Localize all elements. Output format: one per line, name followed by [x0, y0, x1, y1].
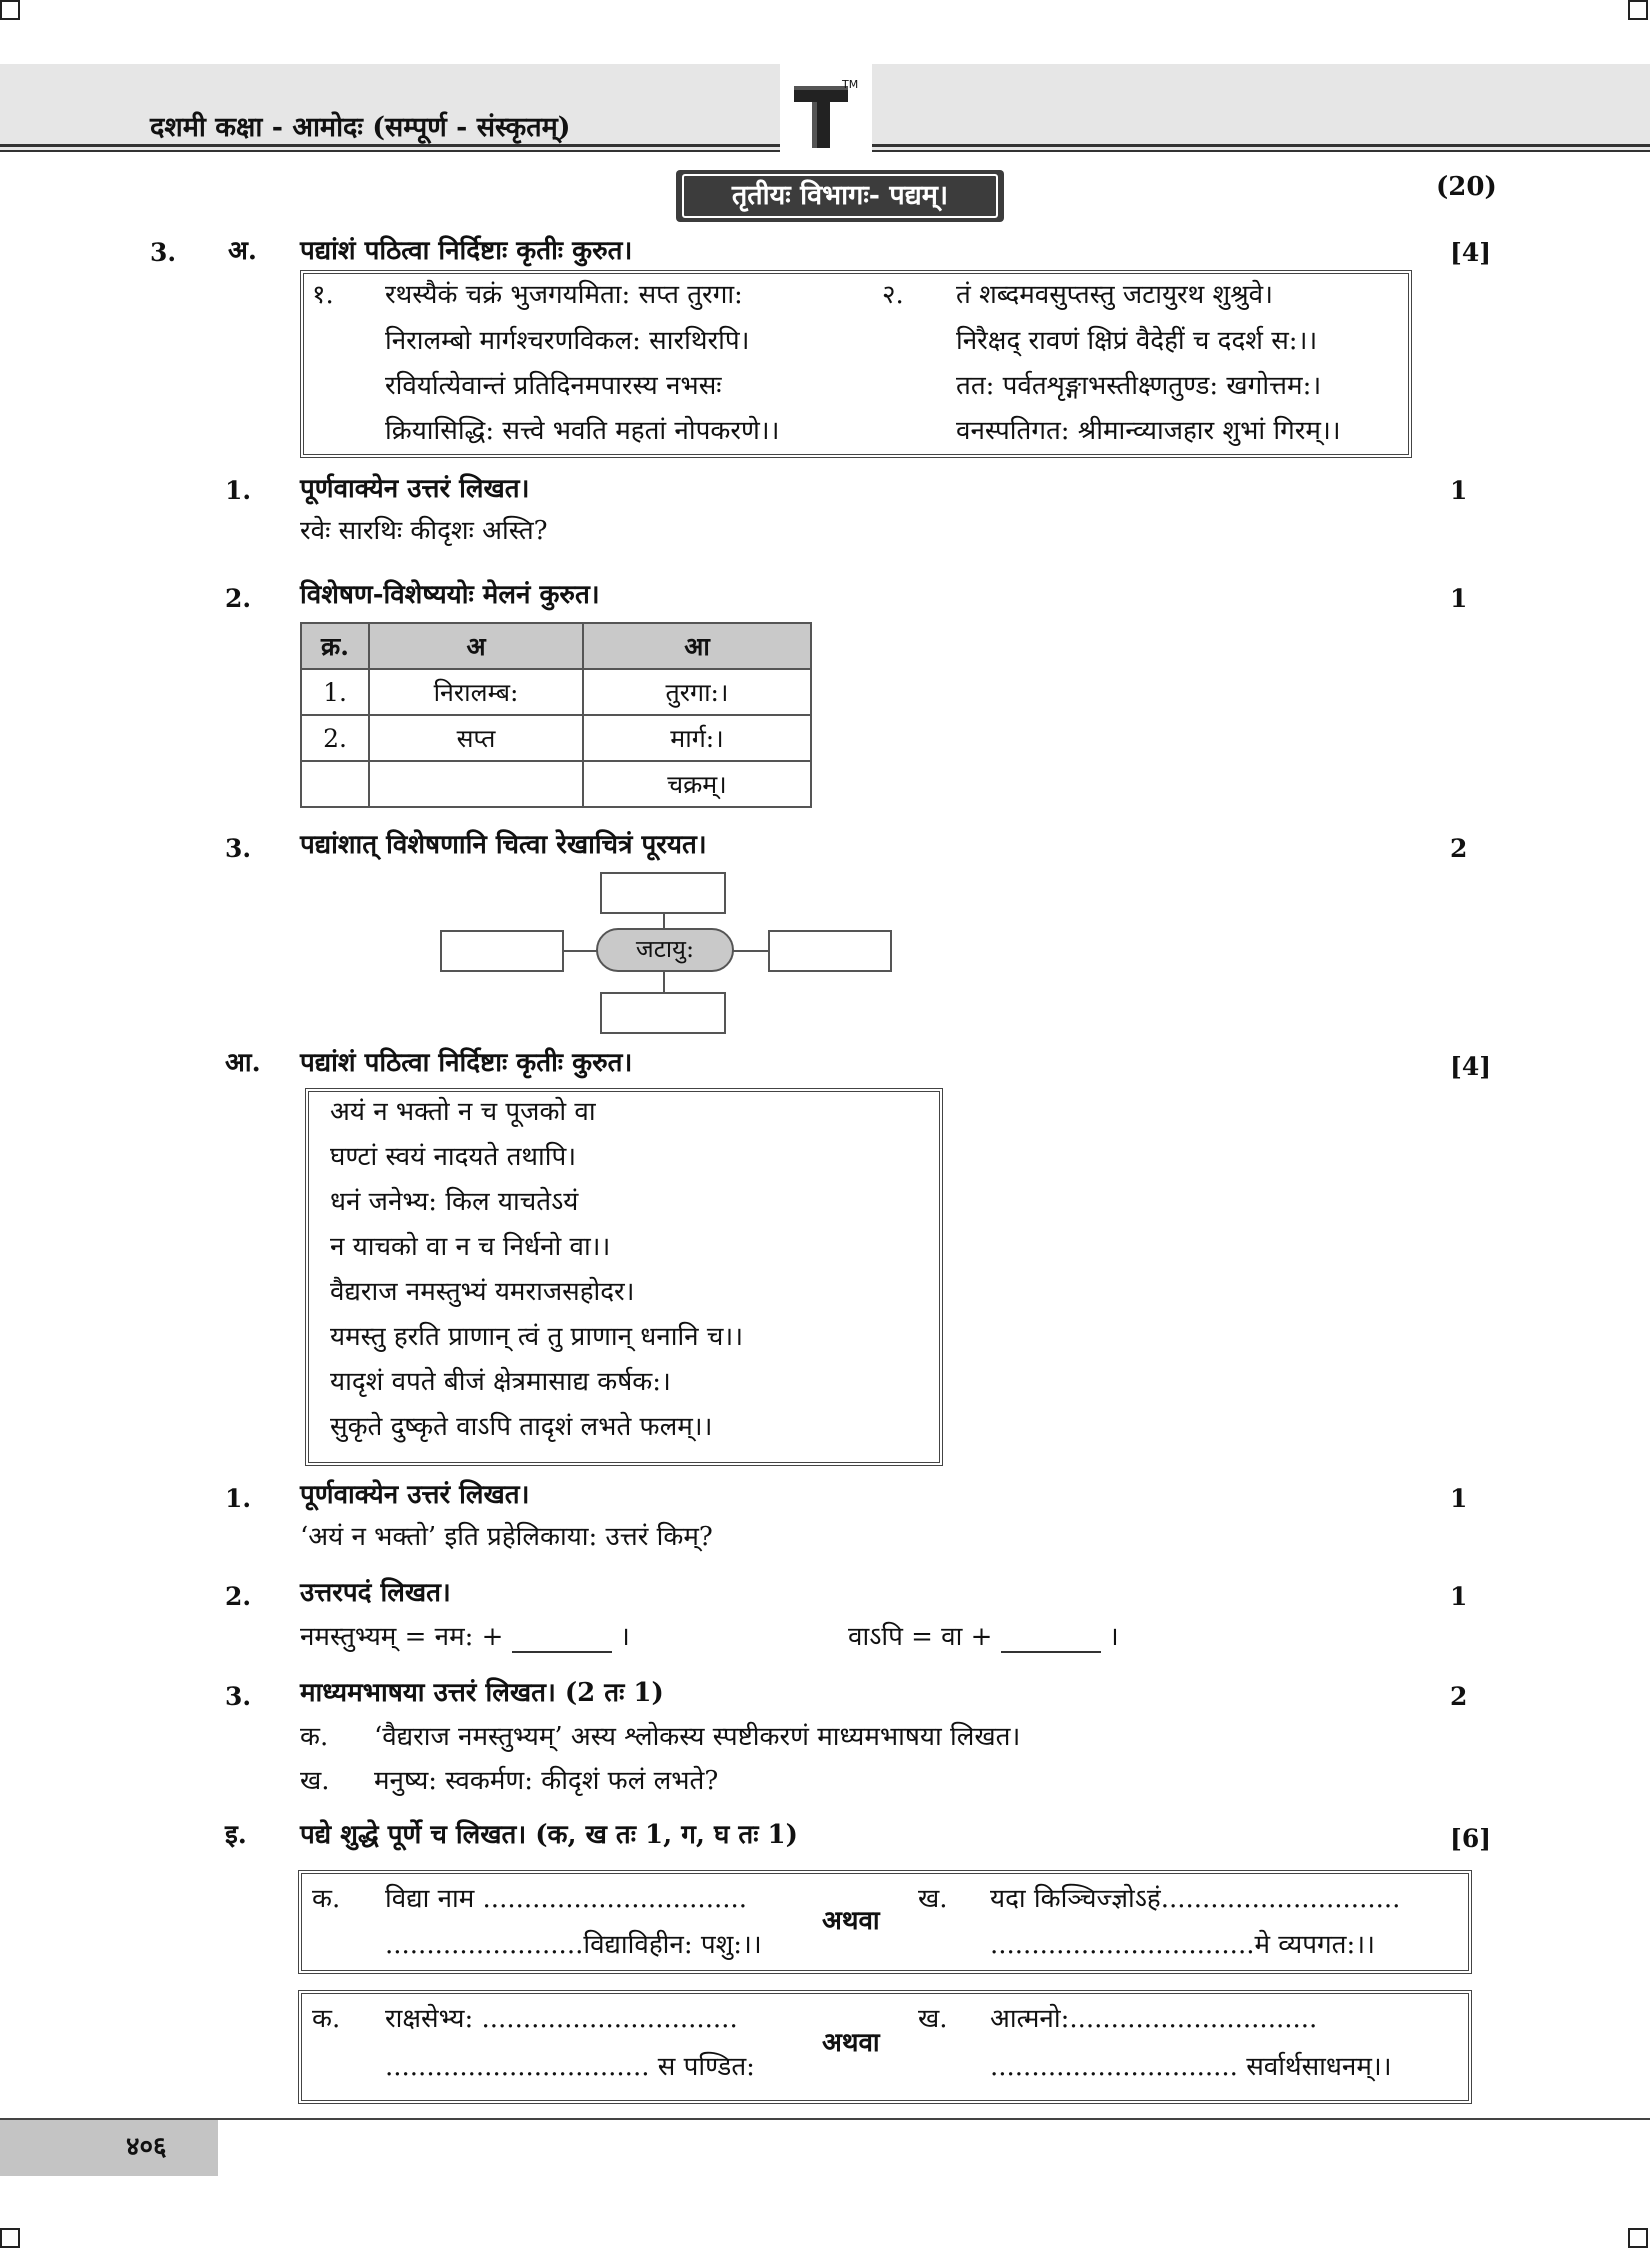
question-number: 2. [225, 1582, 252, 1611]
verse-line: आत्मनो:.............................. [990, 2004, 1318, 2034]
question-number: 1. [225, 476, 252, 505]
verse-line: तत: पर्वतशृङ्गाभस्तीक्ष्णतुण्ड: खगोत्तम:। [956, 371, 1322, 401]
footer-rule [0, 2118, 1650, 2120]
marks: 1 [1450, 1582, 1468, 1611]
verse-line: वैद्यराज नमस्तुभ्यं यमराजसहोदर। [330, 1277, 635, 1307]
question-sub-text: रवेः सारथिः कीदृशः अस्ति? [300, 516, 548, 546]
crop-mark [1628, 2228, 1648, 2248]
table-cell [369, 761, 583, 807]
sub-question-letter: आ. [225, 1048, 261, 1078]
fill-in-prompt: नमस्तुभ्यम् = नम: + [300, 1622, 504, 1652]
fill-in-prompt: वाऽपि = वा + [848, 1622, 993, 1652]
verse-line: ................................मे व्यपगत:।। [990, 1930, 1375, 1960]
verse-line: क्रियासिद्धि: सत्त्वे भवति महतां नोपकरणे।। [385, 416, 780, 446]
crop-mark [1628, 0, 1648, 20]
question-text: उत्तरपदं लिखत। [300, 1578, 451, 1608]
table-header: आ [583, 623, 811, 669]
table-cell: निरालम्ब: [369, 669, 583, 715]
table-cell: 2. [301, 715, 369, 761]
option-letter: क. [312, 1884, 341, 1914]
or-label: अथवा [822, 1906, 880, 1936]
option-letter: क. [300, 1722, 329, 1752]
question-text: पूर्णवाक्येन उत्तरं लिखत। [300, 1480, 530, 1510]
table-row [301, 669, 811, 715]
verse-line: वनस्पतिगत: श्रीमान्व्याजहार शुभां गिरम्।। [956, 416, 1341, 446]
question-text: विशेषण-विशेष्ययोः मेलनं कुरुत। [300, 580, 600, 610]
verse-line: रविर्यात्येवान्तं प्रतिदिनमपारस्य नभसः [385, 371, 722, 401]
crop-mark [0, 0, 20, 20]
verse-line: विद्या नाम ................................ [385, 1884, 748, 1914]
verse-line: सुकृते दुष्कृते वाऽपि तादृशं लभते फलम्।। [330, 1412, 713, 1442]
marks: [4] [1450, 1052, 1492, 1081]
verse-number: २. [882, 280, 904, 310]
table-header: क्र. [301, 623, 369, 669]
question-text: माध्यमभाषया उत्तरं लिखत। (2 तः 1) [300, 1678, 664, 1708]
verse-number: १. [312, 280, 334, 310]
fill-in-end: । [1108, 1622, 1119, 1652]
fill-in-row [300, 1622, 630, 1653]
verse-line: धनं जनेभ्य: किल याचतेऽयं [330, 1187, 579, 1217]
table-header: अ [369, 623, 583, 669]
verse-line: घण्टां स्वयं नादयते तथापि। [330, 1142, 577, 1172]
marks: 1 [1450, 584, 1468, 613]
verse-line: ........................विद्याविहीन: पशु:।। [385, 1930, 762, 1960]
question-number: 3. [225, 834, 252, 863]
table-cell: चक्रम्। [583, 761, 811, 807]
section-marks: (20) [1436, 172, 1497, 202]
fill-in-end: । [620, 1622, 630, 1652]
web-blank-left [440, 930, 564, 972]
header-title: दशमी कक्षा - आमोदः (सम्पूर्ण - संस्कृतम्) [150, 112, 571, 143]
page-number: ४०६ [126, 2132, 167, 2162]
or-label: अथवा [822, 2028, 880, 2058]
web-blank-top [600, 872, 726, 914]
fill-in-row [848, 1622, 1119, 1653]
header-rule [872, 144, 1650, 147]
verse-line: रथस्यैकं चक्रं भुजगयमिता: सप्त तुरगा: [385, 280, 743, 310]
verse-line: .............................. सर्वार्थसाधनम्।। [990, 2052, 1392, 2082]
web-blank-bottom [600, 992, 726, 1034]
verse-line: न याचको वा न च निर्धनो वा।। [330, 1232, 611, 1262]
marks: 1 [1450, 476, 1468, 505]
trademark-mark: TM [842, 78, 859, 91]
option-letter: ख. [918, 1884, 948, 1914]
web-blank-right [768, 930, 892, 972]
section-title: तृतीयः विभागः- पद्यम्। [731, 180, 949, 211]
question-number: 1. [225, 1484, 252, 1513]
crop-mark [0, 2228, 20, 2248]
table-row [301, 715, 811, 761]
sub-question-letter: अ. [228, 236, 257, 266]
verse-line: राक्षसेभ्य: ............................... [385, 2004, 738, 2034]
verse-line: यादृशं वपते बीजं क्षेत्रमासाद्य कर्षक:। [330, 1367, 671, 1397]
question-number: 3. [225, 1682, 252, 1711]
instruction-text: पद्ये शुद्धे पूर्णे च लिखत। (क, ख तः 1, ग, घ तः 1) [300, 1820, 798, 1850]
verse-line: निरालम्बो मार्गश्चरणविकल: सारथिरपि। [385, 326, 750, 356]
page-number-tab [0, 2120, 218, 2176]
table-cell: तुरगा:। [583, 669, 811, 715]
publisher-logo [790, 82, 860, 152]
question-text: पूर्णवाक्येन उत्तरं लिखत। [300, 474, 530, 504]
question-number: 3. [150, 238, 177, 267]
question-number: 2. [225, 584, 252, 613]
table-cell [301, 761, 369, 807]
section-title-frame [676, 170, 1004, 222]
option-text: मनुष्य: स्वकर्मण: कीदृशं फलं लभते? [374, 1766, 719, 1796]
instruction-text: पद्यांशं पठित्वा निर्दिष्टाः कृतीः कुरुत। [300, 1048, 633, 1078]
marks: 1 [1450, 1484, 1468, 1513]
sub-question-letter: इ. [225, 1820, 247, 1850]
option-letter: क. [312, 2004, 341, 2034]
option-letter: ख. [918, 2004, 948, 2034]
table-cell: मार्ग:। [583, 715, 811, 761]
marks: 2 [1450, 834, 1468, 863]
verse-line: अयं न भक्तो न च पूजको वा [330, 1097, 596, 1127]
marks: [6] [1450, 1824, 1492, 1853]
table-cell: 1. [301, 669, 369, 715]
marks: [4] [1450, 238, 1492, 267]
option-text: ‘वैद्यराज नमस्तुभ्यम्’ अस्य श्लोकस्य स्पष्टीकरणं माध्यमभाषया लिखत। [374, 1722, 1021, 1752]
table-row [301, 761, 811, 807]
header-band-right [872, 64, 1650, 150]
table-cell: सप्त [369, 715, 583, 761]
verse-line: यदा किञ्चिज्ज्ञोऽहं............................. [990, 1884, 1401, 1914]
answer-blank[interactable] [1001, 1629, 1101, 1653]
verse-line: तं शब्दमवसुप्तस्तु जटायुरथ शुश्रुवे। [956, 280, 1273, 310]
instruction-text: पद्यांशं पठित्वा निर्दिष्टाः कृतीः कुरुत। [300, 236, 633, 266]
verse-line: निरैक्षद् रावणं क्षिप्रं वैदेहीं च ददर्श स:।। [956, 326, 1318, 356]
answer-blank[interactable] [512, 1629, 612, 1653]
option-letter: ख. [300, 1766, 330, 1796]
question-sub-text: ‘अयं न भक्तो’ इति प्रहेलिकाया: उत्तरं किम्? [300, 1522, 713, 1552]
web-center-label: जटायु: [635, 935, 695, 963]
header-rule [0, 150, 780, 152]
marks: 2 [1450, 1682, 1468, 1711]
header-rule [0, 144, 780, 147]
question-text: पद्यांशात् विशेषणानि चित्वा रेखाचित्रं पूरयत। [300, 830, 707, 860]
web-center [596, 928, 734, 972]
verse-line: यमस्तु हरति प्राणान् त्वं तु प्राणान् धनानि च।। [330, 1322, 744, 1352]
header-rule [872, 150, 1650, 152]
verse-line: ................................ स पण्डित: [385, 2052, 755, 2082]
matching-table [300, 622, 812, 808]
